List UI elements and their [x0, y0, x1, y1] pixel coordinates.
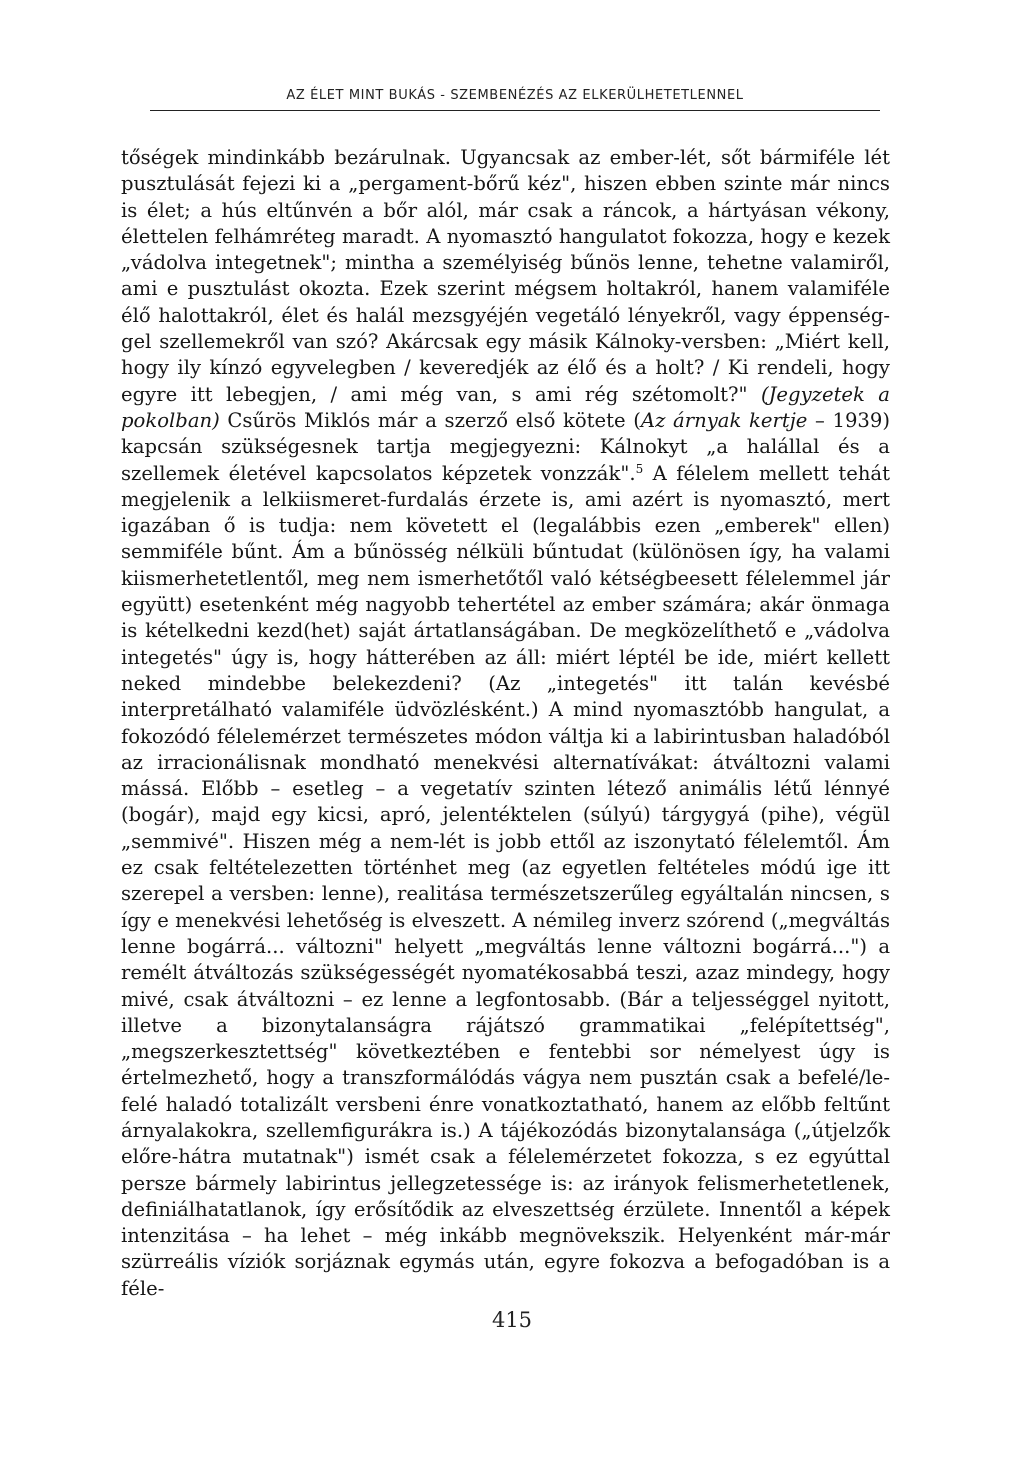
body-text-segment: A félelem mellett tehát megjelenik a lelkiismeret-furdalás érzete is, ami azért is nyomasztó, mert igazában ő is tudja: nem követett el (legalábbis ezen „emberek" ellen) semmiféle bűnt. Ám a bűnösség nélküli bűntudat (különösen így, ha valami kiismerhetetlentől, meg nem ismerhetőtől való kétségbeesett félelemmel jár együtt) esetenként még nagyobb tehertétel az ember számára; akár önmaga is kételkedni kezd(het) saját ártatlanságában. De megközelíthető e „vádolva integetés" úgy is, hogy hátterében az áll: miért léptél be ide, miért kellett neked mindebbe belekezdeni? (Az „integetés" itt talán kevésbé interpretálható valamiféle üdvözlésként.) A mind nyomasztóbb hangulat, a fokozódó félelemérzet természetes módon váltja ki a labirintusban haladóból az irracionálisnak mondható menekvési alternatívákat: átváltozni valami mássá. Előbb – esetleg – a vegetatív szinten létező animális létű lénnyé (bogár), majd egy kicsi, apró, jelentéktelen (súlyú) tárgygyá (pihe), végül „semmivé". Hiszen még a nem-lét is jobb ettől az iszonytató félelemtől. Ám ez csak feltételezetten történhet meg (az egyetlen feltételes módú ige itt szerepel a versben: lenne), realitása természetszerűleg egyáltalán nincsen, s így e menekvési lehetőség is elveszett. A némileg inverz szórend („megváltás lenne bogárrá... változni" helyett „megváltás lenne változni bogárrá...") a remélt átváltozás szükségességét nyomatékosabbá teszi, azaz mindegy, hogy mivé, csak átváltozni – ez lenne a legfontosabb. (Bár a teljességgel nyitott, illetve a bizonytalanságra rájátszó grammatikai „felépítettség", „megszerkesztettség" következtében e fentebbi sor némelyest úgy is értelmezhető, hogy a transzformálódás vágya nem pusztán csak a befelé/lefelé haladó totalizált versbeni énre vonatkoztatható, hanem az előbb feltűnt árnyalakokra, szellemfigurákra is.) A tájékozódás bizonytalansága („útjelzők előre-hátra mutatnak") ismét csak a félelemérzetet fokozza, s ez egyúttal persze bármely labirintus jellegzetessége is: az irányok felismerhetetlenek, definiálhatatlanok, így erősítődik az elveszettség érzülete. Innentől a képek intenzitása – ha lehet – még inkább megnövekszik. Helyenként már-már szürreális víziók sorjáznak egymás után, egyre fokozva a befogadóban is a féle-	[121, 461, 890, 1300]
book-title-reference: Az árnyak kertje	[640, 408, 808, 432]
body-text-segment: Csűrös Miklós már a szerző első kötete (	[219, 408, 641, 432]
body-text-segment: – 1939) kapcsán szükségesnek tartja megjegyezni: Kálnokyt „a halállal és a szellemek életével kapcsolatos képzetek vonzzák".	[121, 408, 890, 485]
page-number: 415	[491, 1308, 533, 1332]
poem-title-reference: (Jegyzetek a pokolban)	[121, 382, 890, 432]
header-rule	[150, 110, 880, 111]
running-head: AZ ÉLET MINT BUKÁS - SZEMBENÉZÉS AZ ELKERÜLHETETLENNEL	[286, 88, 744, 103]
body-paragraph	[121, 145, 890, 1302]
footnote-reference[interactable]: 5	[635, 461, 644, 476]
body-text-segment: tőségek mindinkább bezárulnak. Ugyancsak az ember-lét, sőt bármiféle lét pusztulását fejezi ki a „pergament-bőrű kéz", hiszen ebben szinte már nincs is élet; a hús eltűnvén a bőr alól, már csak a ráncok, a hártyásan vékony, élettelen felhámréteg maradt. A nyomasztó hangulatot fokozza, hogy e kezek „vádolva integetnek"; mintha a személyiség bűnös lenne, tehetne valamiről, ami e pusztulást okozta. Ezek szerint mégsem holtakról, hanem valamiféle élő halottakról, élet és halál mezsgyéjén vegetáló lényekről, vagy éppenséggel szellemekről van szó? Akárcsak egy másik Kálnoky-versben: „Miért kell, hogy ily kínzó egyvelegben / keveredjék az élő és a holt? / Ki rendeli, hogy egyre itt lebegjen, / ami még van, s ami rég szétomolt?"	[121, 146, 890, 406]
